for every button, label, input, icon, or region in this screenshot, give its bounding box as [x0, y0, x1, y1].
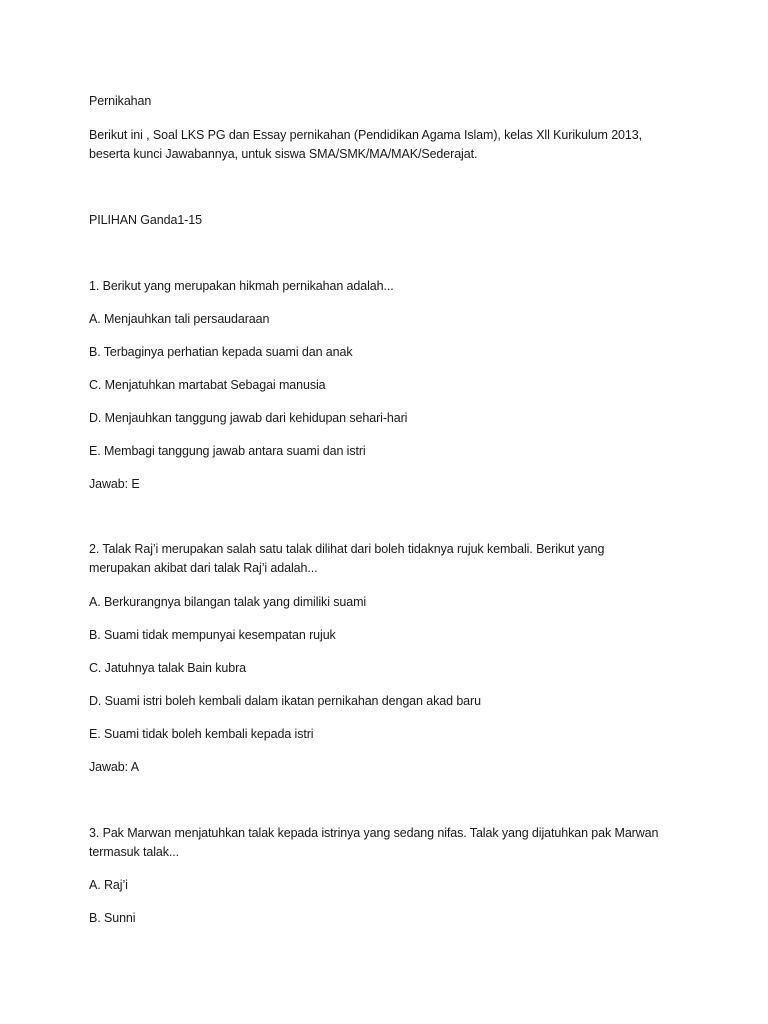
question-2-option-a: A. Berkurangnya bilangan talak yang dimiliki suami — [89, 595, 367, 609]
question-2-option-e: E. Suami tidak boleh kembali kepada istri — [89, 727, 314, 741]
question-1-option-e: E. Membagi tanggung jawab antara suami dan istri — [89, 444, 366, 458]
question-1-answer: Jawab: E — [89, 477, 140, 491]
question-2-text-line-1: 2. Talak Raj’i merupakan salah satu talak dilihat dari boleh tidaknya rujuk kembali. Berikut yang — [89, 542, 605, 556]
intro-line-1: Berikut ini , Soal LKS PG dan Essay pernikahan (Pendidikan Agama Islam), kelas Xll Kurikulum 2013, — [89, 128, 642, 142]
question-1-option-d: D. Menjauhkan tanggung jawab dari kehidupan sehari-hari — [89, 411, 408, 425]
question-2-answer: Jawab: A — [89, 760, 139, 774]
question-1-option-c: C. Menjatuhkan martabat Sebagai manusia — [89, 378, 326, 392]
question-2-option-d: D. Suami istri boleh kembali dalam ikatan pernikahan dengan akad baru — [89, 694, 481, 708]
question-3-option-b: B. Sunni — [89, 911, 136, 925]
question-2-option-b: B. Suami tidak mempunyai kesempatan rujuk — [89, 628, 336, 642]
question-1-option-b: B. Terbaginya perhatian kepada suami dan anak — [89, 345, 353, 359]
question-3-text-line-1: 3. Pak Marwan menjatuhkan talak kepada istrinya yang sedang nifas. Talak yang dijatuhkan pak Marwan — [89, 826, 659, 840]
document-title: Pernikahan — [89, 94, 152, 108]
question-2-option-c: C. Jatuhnya talak Bain kubra — [89, 661, 247, 675]
question-2-text-line-2: merupakan akibat dari talak Raj’i adalah... — [89, 561, 318, 575]
section-heading: PILIHAN Ganda1-15 — [89, 213, 202, 227]
question-1-option-a: A. Menjauhkan tali persaudaraan — [89, 312, 270, 326]
question-3-option-a: A. Raj’i — [89, 878, 128, 892]
question-1-text: 1. Berikut yang merupakan hikmah pernikahan adalah... — [89, 279, 394, 293]
question-3-text-line-2: termasuk talak... — [89, 845, 179, 859]
intro-line-2: beserta kunci Jawabannya, untuk siswa SMA/SMK/MA/MAK/Sederajat. — [89, 147, 478, 161]
